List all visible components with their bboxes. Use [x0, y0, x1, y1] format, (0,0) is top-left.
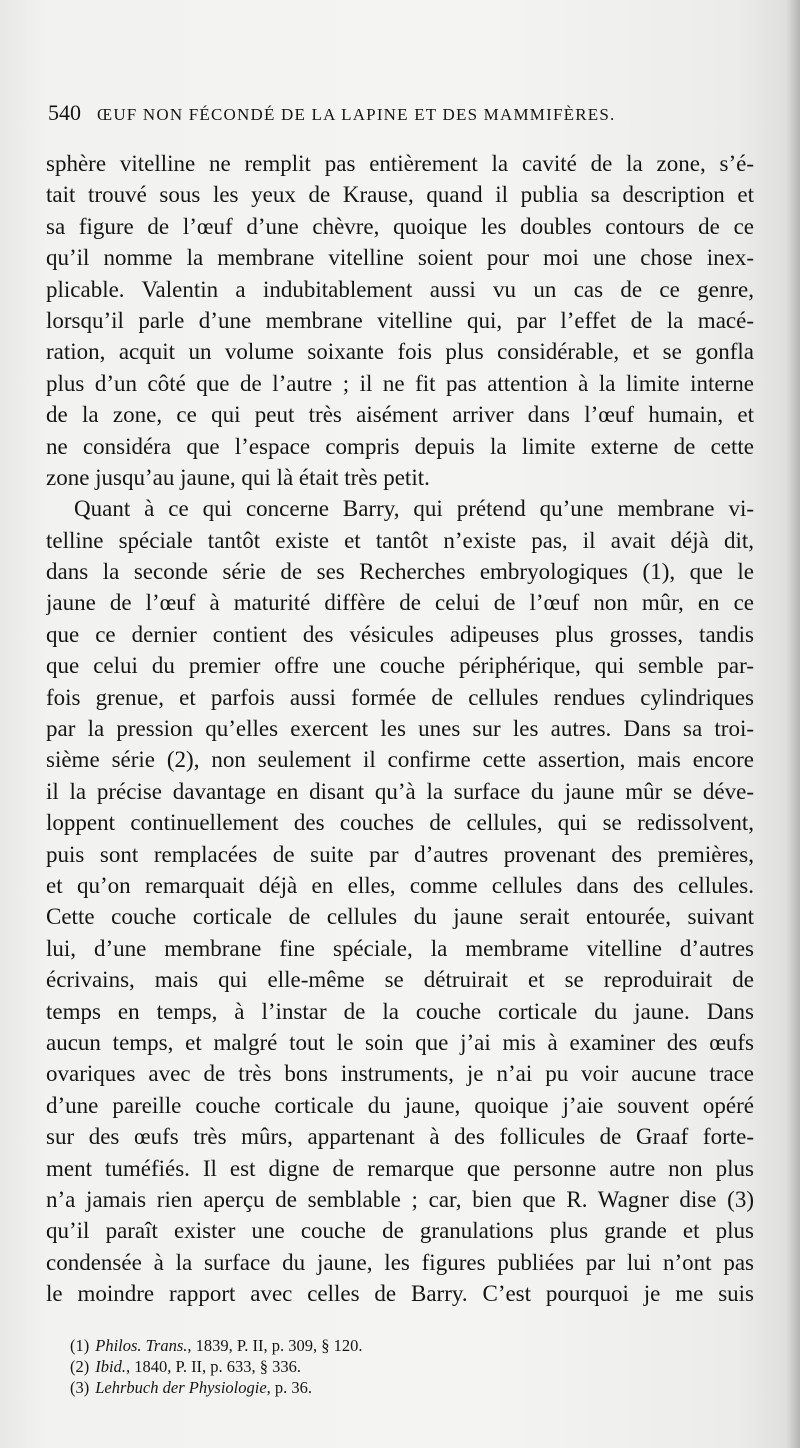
footnotes [70, 1335, 730, 1398]
text-line: que celui du premier offre une couche périphérique, qui semble par- [46, 653, 754, 679]
text-line: et qu’on remarquait déjà en elles, comme cellules dans des cellules. [46, 872, 754, 898]
text-line: qu’il paraît exister une couche de granulations plus grande et plus [46, 1218, 754, 1244]
footnote-reference: , 1840, P. II, p. 633, § 336. [125, 1357, 302, 1376]
text-line: sième série (2), non seulement il confirme cette assertion, mais encore [46, 747, 754, 773]
text-line: par la pression qu’elles exercent les unes sur les autres. Dans sa troi- [46, 716, 754, 742]
footnote-2 [70, 1356, 730, 1377]
footnote-reference: , p. 36. [266, 1378, 313, 1397]
text-line: le moindre rapport avec celles de Barry. C’est pourquoi je me suis [46, 1281, 754, 1307]
text-line: fois grenue, et parfois aussi formée de cellules rendues cylindriques [46, 684, 754, 710]
text-line: que ce dernier contient des vésicules adipeuses plus grosses, tandis [46, 621, 754, 647]
text-line: condensée à la surface du jaune, les figures publiées par lui n’ont pas [46, 1249, 754, 1275]
footnote-number: (2) [70, 1357, 90, 1376]
text-line: plicable. Valentin a indubitablement aussi vu un cas de ce genre, [46, 276, 754, 302]
text-line: ovariques avec de très bons instruments, je n’ai pu voir aucune trace [46, 1061, 754, 1087]
text-line: jaune de l’œuf à maturité diffère de celui de l’œuf non mûr, en ce [46, 590, 754, 616]
page-header [48, 100, 748, 134]
text-line: sa figure de l’œuf d’une chèvre, quoique les doubles contours de ce [46, 213, 754, 239]
footnote-reference: , 1839, P. II, p. 309, § 120. [187, 1336, 363, 1355]
text-line: qu’il nomme la membrane vitelline soient pour moi une chose inex- [46, 245, 754, 271]
text-line: tait trouvé sous les yeux de Krause, quand il publia sa description et [46, 182, 754, 208]
text-line: écrivains, mais qui elle-même se détruirait et se reproduirait de [46, 967, 754, 993]
footnote-source: Ibid. [95, 1357, 126, 1376]
footnote-number: (3) [70, 1378, 90, 1397]
text-line: de la zone, ce qui peut très aisément arriver dans l’œuf humain, et [46, 402, 754, 428]
footnote-source: Lehrbuch der Physiologie [95, 1378, 267, 1397]
body-text [46, 148, 754, 1309]
footnote-number: (1) [70, 1336, 90, 1355]
text-line: sur des œufs très mûrs, appartenant à des follicules de Graaf forte- [46, 1124, 754, 1150]
paragraph-start-line: Quant à ce qui concerne Barry, qui prétend qu’une membrane vi- [74, 496, 754, 522]
text-line: ne considéra que l’espace compris depuis la limite externe de cette [46, 433, 754, 459]
text-line: lorsqu’il parle d’une membrane vitelline qui, par l’effet de la macé- [46, 307, 754, 333]
text-line: zone jusqu’au jaune, qui là était très petit. [46, 464, 430, 490]
footnote-source: Philos. Trans. [95, 1336, 188, 1355]
text-line: telline spéciale tantôt existe et tantôt n’existe pas, il avait déjà dit, [46, 527, 754, 553]
running-head: ŒUF NON FÉCONDÉ DE LA LAPINE ET DES MAMMIFÈRES. [97, 105, 616, 124]
text-line: il la précise davantage en disant qu’à la surface du jaune mûr se déve- [46, 778, 754, 804]
text-line: d’une pareille couche corticale du jaune, quoique j’aie souvent opéré [46, 1092, 754, 1118]
text-line: ment tuméfiés. Il est digne de remarque que personne autre non plus [46, 1155, 754, 1181]
text-line: n’a jamais rien aperçu de semblable ; car, bien que R. Wagner dise (3) [46, 1186, 754, 1212]
text-line: sphère vitelline ne remplit pas entièrement la cavité de la zone, s’é- [46, 151, 754, 176]
text-line: Cette couche corticale de cellules du jaune serait entourée, suivant [46, 904, 754, 930]
text-line: temps en temps, à l’instar de la couche corticale du jaune. Dans [46, 998, 754, 1024]
text-line: loppent continuellement des couches de cellules, qui se redissolvent, [46, 810, 754, 836]
footnote-3 [70, 1377, 730, 1398]
text-line: dans la seconde série de ses Recherches embryologiques (1), que le [46, 559, 754, 585]
text-line: ration, acquit un volume soixante fois plus considérable, et se gonfla [46, 339, 754, 365]
page-number: 540 [48, 100, 81, 125]
text-line: lui, d’une membrane fine spéciale, la membrame vitelline d’autres [46, 935, 754, 961]
text-line: puis sont remplacées de suite par d’autres provenant des premières, [46, 841, 754, 867]
footnote-1 [70, 1335, 730, 1356]
text-line: aucun temps, et malgré tout le soin que j’ai mis à examiner des œufs [46, 1029, 754, 1055]
text-line: plus d’un côté que de l’autre ; il ne fit pas attention à la limite interne [46, 370, 754, 396]
